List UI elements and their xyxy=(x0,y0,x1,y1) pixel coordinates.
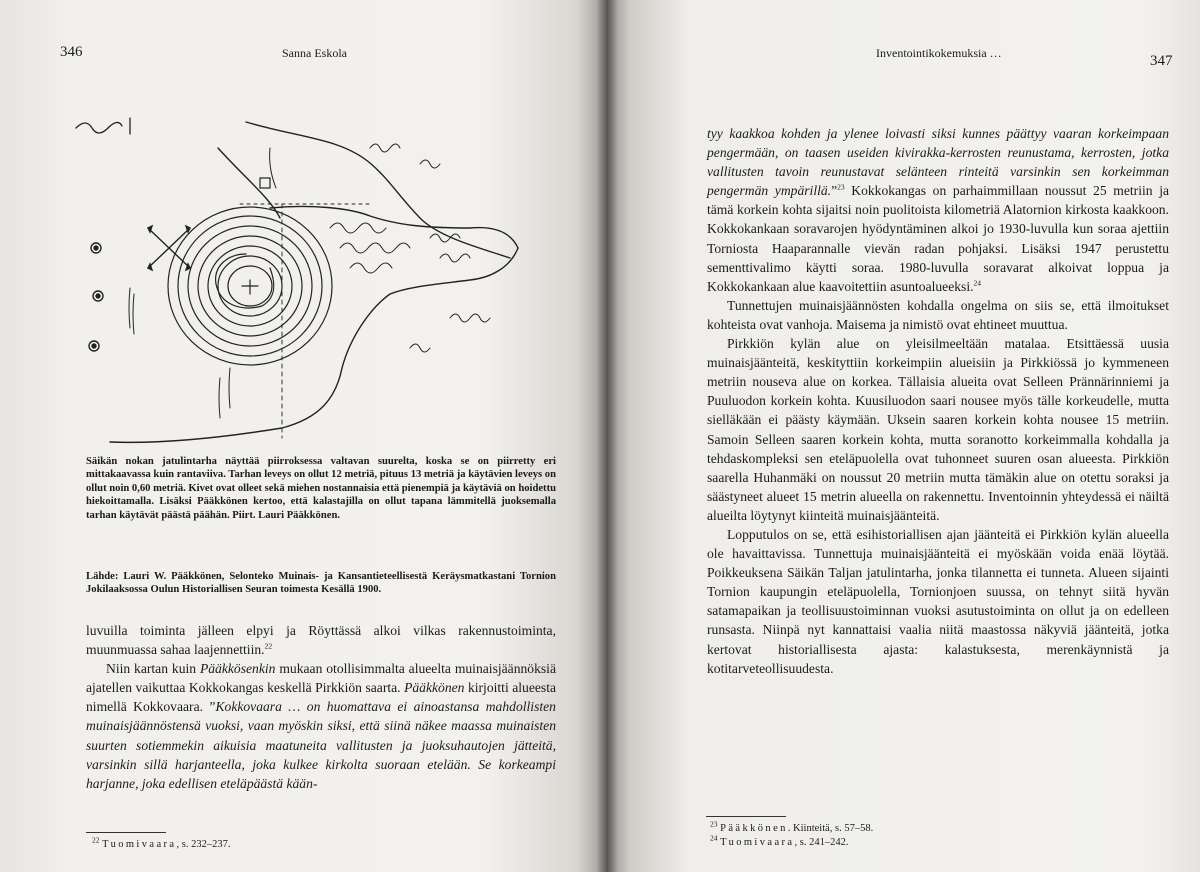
text-segment: ” xyxy=(831,183,838,199)
paragraph xyxy=(707,296,1169,334)
footnote xyxy=(710,833,1160,850)
figure-source: Lähde: Lauri W. Pääkkönen, Selonteko Muinais- ja Kansantieteellisestä Keräysmatkastani Tornion Jokilaaksossa Oulun Historiallisen Seuran toimesta Kesällä 1900. xyxy=(86,571,556,596)
footnote-number: 23 xyxy=(710,819,718,829)
left-body-text xyxy=(86,621,556,793)
footnote xyxy=(710,819,1160,836)
page-number: 346 xyxy=(60,44,83,60)
running-head: Inventointikokemuksia … xyxy=(876,46,1002,60)
labyrinth-map-drawing xyxy=(70,108,550,448)
text-segment: Kokkokangas on parhaimmillaan noussut 25 metriin ja tämä korkein kohta sijaitsi noin puolitoista kilometriä Alatornion kirkosta kaakkoon. Kokkokankaan soravarojen hyödyntäminen alkoi jo 1930-luvulla kun soraa ajettiin Torniosta Haaparannalle vievän radan pohjaksi. Lisäksi 1947 perustettu sementtivalimo käytti soraa. 1980-luvulla soravarat alkoivat loppua ja Kokkokankaan alue kaavoitettiin asuntoalueeksi. xyxy=(707,183,1169,294)
footnote-number: 22 xyxy=(92,835,100,845)
text-segment: Lopputulos on se, että esihistoriallisen ajan jäänteitä ei Pirkkiön kylän alueella ole havaittavissa. Tunnettuja muinaisjäänteitä ei myöskään voida enää löytää. Poikkeuksena Säikän Taljan jatulintarha, jonka tilannetta ei tunneta. Alueen sijainti Tornion kaupungin eteläpuolella, Tornionjoen suussa, on tehnyt siitä hyvän satamapaikan ja teollisuustoiminnan vuoksi asutustoiminta on ollut ja on edelleen runsasta. Niinpä nyt kannattaisi vaalia niitä maastossa näkyviä jäänteitä, jotka kertovat historiallisesta ajasta: kalastuksesta, merenkäynnistä ja kotitarveteollisuudesta. xyxy=(707,526,1169,676)
footnote-number: 24 xyxy=(710,833,718,843)
text-segment: mukaan otollisimmalta alueelta muinaisjäännöksiä ajatellen vaikuttaa Kokkokangas keskellä Pirkkiön saarta. xyxy=(86,661,556,696)
running-head: Sanna Eskola xyxy=(282,46,347,60)
footnote-reference: 23 xyxy=(837,182,845,192)
footnote-separator xyxy=(86,832,166,833)
text-segment: Niin kartan kuin xyxy=(106,661,200,677)
paragraph xyxy=(86,659,556,793)
book-spine-shadow xyxy=(596,0,618,872)
right-body-text xyxy=(707,124,1169,678)
footnote-author: Tuomivaara xyxy=(720,837,795,848)
text-segment: Pääkkösenkin xyxy=(199,661,276,677)
text-segment: tyy kaakkoa kohden ja ylenee loivasti siksi kunnes päättyy vaaran korkeimpaan pengermään, on taasen useiden kivirakka-kerrosten reunustama, kerrosten, jotka vallitusten tavoin reunustavat selänteen rinteitä varsinkin sen korkeimman pengermän ympärillä. xyxy=(707,126,1169,199)
figure-caption: Säikän nokan jatulintarha näyttää piirroksessa valtavan suurelta, koska se on piirretty eri mittakaavassa kuin rantaviiva. Tarhan leveys on ollut 12 metriä, pituus 13 metriä ja käytävien leveys on ollut noin 0,60 metriä. Kivet ovat olleet sekä miehen nostannaisia että pienempiä ja käytäviä on hoidettu hiekoittamalla. Lisäksi Pääkkönen kertoo, että kalastajilla on ollut tapana lämmitellä juoksemalla tarhan käytävät päästä päähän. Piirt. Lauri Pääkkönen. xyxy=(86,456,556,521)
page-number: 347 xyxy=(1150,53,1173,69)
footnote-reference: 22 xyxy=(264,641,273,651)
paragraph xyxy=(707,525,1169,678)
paragraph xyxy=(707,334,1169,525)
text-segment: Kokkovaara … on huomattava ei ainoastansa mahdollisten muinaisjäännöstensä vuoksi, vaan myöskin siksi, että siinä näkee maassa muinaisten suurten sotiemmekin aikuisia maatuneita vallitusten ja juoksuhautojen jätteitä, varsinkin sillä harjanteella, joka kulkee kirkolta suoraan etelään. Se korkeampi harjanne, joka edellisen eteläpäästä kään- xyxy=(86,699,556,791)
text-segment: Pääkkönen xyxy=(404,680,465,696)
text-segment: luvuilla toiminta jälleen elpyi ja Röyttässä alkoi vilkas rakennustoiminta, muunmuassa sahaa laajennettiin. xyxy=(86,623,556,658)
footnote-author: Pääkkönen xyxy=(720,823,788,834)
footnote-separator xyxy=(706,816,786,817)
footnote-reference: 24 xyxy=(973,278,982,288)
footnote-author: Tuomivaara xyxy=(102,839,177,850)
footnote-citation: , s. 241–242. xyxy=(794,837,849,848)
footnote-citation: , s. 232–237. xyxy=(176,839,231,850)
footnote xyxy=(92,835,542,852)
text-segment: Tunnettujen muinaisjäännösten kohdalla ongelma on siis se, että ilmoitukset kohteista ovat vanhoja. Maisema ja nimistö ovat ehtineet muuttua. xyxy=(707,297,1169,332)
footnote-citation: . Kiinteitä, s. 57–58. xyxy=(787,823,874,834)
paragraph xyxy=(707,124,1169,296)
right-page xyxy=(606,0,1200,872)
text-segment: kirjoitti alueesta nimellä Kokkovaara. ” xyxy=(86,680,557,715)
text-segment: Pirkkiön kylän alue on yleisilmeeltään matalaa. Etsittäessä uusia muinaisjäänteitä, keskityttiin korkeimpiin alueisiin ja Pirkkiössä jo kymmeneen metriin nouseva alue on korkea. Tällaisia alueita ovat Selleen Prännärinniemi ja Puuluodon korkein kohta. Kuusiluodon saari nousee myös tälle korkeudelle, mutta sielläkään ei päästy käymään. Uksein saaren korkein kohta nousee 15 metriin. Samoin Selleen saaren korkein kohta, mutta soranotto korkeimmalla kohdalla ja tehdaskompleksi sen eteläpuolella ovat tuhonneet suuren osan alueesta. Pirkkiön saarella Huhanmäki on noussut 20 metriin mutta tämäkin alue on otettu soraksi ja säästyneet alueet 15 metrin alueella on rakennettu. Inventoinnin yhteydessä ei näiltä alueilta löytynyt kiinteitä muinaisjäänteitä. xyxy=(707,336,1169,523)
paragraph xyxy=(86,621,556,659)
